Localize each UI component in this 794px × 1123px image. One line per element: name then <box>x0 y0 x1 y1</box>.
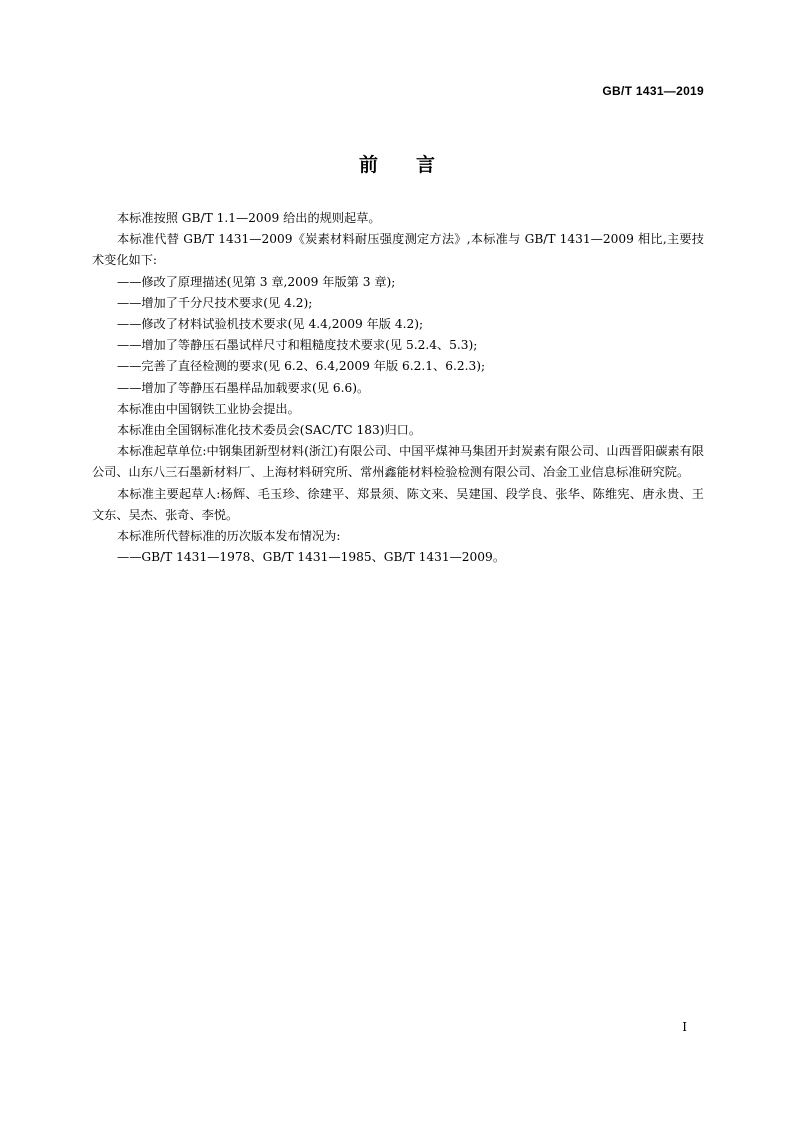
change-item: ——增加了千分尺技术要求(见 4.2); <box>117 295 313 310</box>
paragraph-jurisdiction: 本标准由全国钢标准化技术委员会(SAC/TC 183)归口。 <box>117 423 422 438</box>
paragraph-drafters: 本标准主要起草人:杨辉、毛玉珍、徐建平、郑景须、陈文来、吴建国、段学良、张华、陈维宪、唐永贵、王文东、吴杰、张奇、李悦。 <box>92 486 704 522</box>
change-item: ——增加了等静压石墨试样尺寸和粗糙度技术要求(见 5.2.4、5.3); <box>117 338 478 353</box>
document-body <box>92 208 704 568</box>
paragraph-replacement: 本标准代替 GB/T 1431—2009《炭素材料耐压强度测定方法》,本标准与 GB/T 1431—2009 相比,主要技术变化如下: <box>92 232 704 268</box>
history-versions: ——GB/T 1431—1978、GB/T 1431—1985、GB/T 1431—2009。 <box>117 550 506 565</box>
paragraph-proposed-by: 本标准由中国钢铁工业协会提出。 <box>117 401 300 416</box>
paragraph-drafting-rule: 本标准按照 GB/T 1.1—2009 给出的规则起草。 <box>117 211 381 225</box>
change-item: ——增加了等静压石墨样品加载要求(见 6.6)。 <box>117 380 370 395</box>
page-title: 前言 <box>358 154 473 176</box>
page-number: I <box>682 1020 687 1034</box>
change-item: ——修改了材料试验机技术要求(见 4.4,2009 年版 4.2); <box>117 317 424 332</box>
change-item: ——修改了原理描述(见第 3 章,2009 年版第 3 章); <box>117 274 396 289</box>
paragraph-drafting-units: 本标准起草单位:中钢集团新型材料(浙江)有限公司、中国平煤神马集团开封炭素有限公司、山西晋阳碳素有限公司、山东八三石墨新材料厂、上海材料研究所、常州鑫能材料检验检测有限公司、冶金工业信息标准研究院。 <box>92 444 704 480</box>
change-item: ——完善了直径检测的要求(见 6.2、6.4,2009 年版 6.2.1、6.2.3); <box>117 359 486 374</box>
standard-code: GB/T 1431—2019 <box>602 84 704 98</box>
paragraph-history-intro: 本标准所代替标准的历次版本发布情况为: <box>117 529 341 544</box>
